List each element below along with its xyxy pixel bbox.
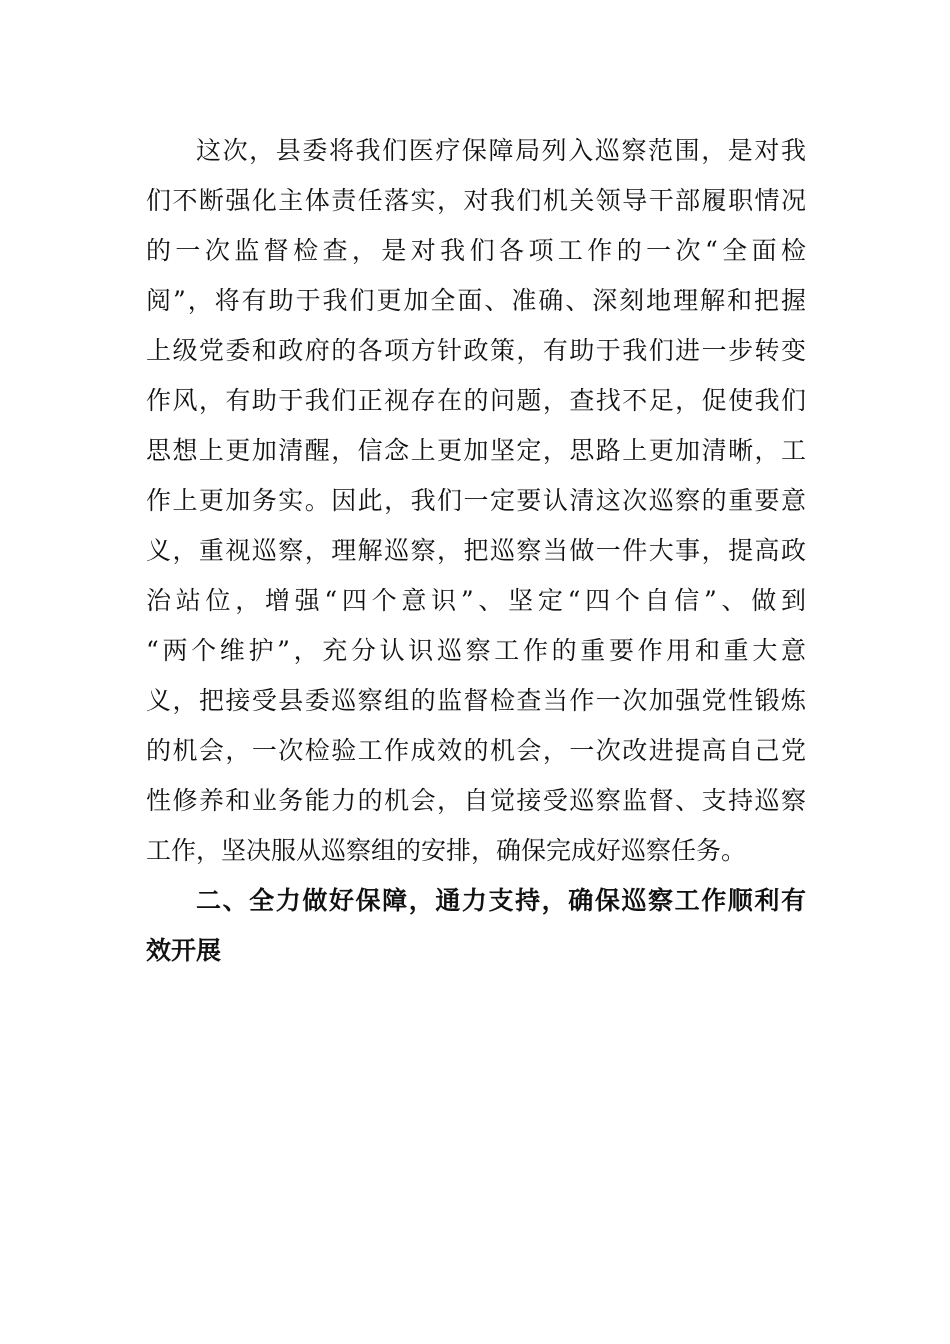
paragraph-line: 阅”，将有助于我们更加全面、准确、深刻地理解和把握 (146, 286, 806, 315)
document-body (146, 126, 806, 976)
paragraph-line: 义，把接受县委巡察组的监督检查当作一次加强党性锻炼 (146, 686, 806, 715)
paragraph-line: “两个维护”，充分认识巡察工作的重要作用和重大意 (146, 636, 806, 665)
paragraph-line: 这次，县委将我们医疗保障局列入巡察范围，是对我 (196, 136, 806, 165)
section-heading-2 (146, 876, 806, 976)
paragraph-line: 工作，坚决服从巡察组的安排，确保完成好巡察任务。 (146, 836, 747, 865)
paragraph-line: 的一次监督检查，是对我们各项工作的一次“全面检 (146, 236, 806, 265)
paragraph-line: 上级党委和政府的各项方针政策，有助于我们进一步转变 (146, 336, 806, 365)
paragraph-line: 们不断强化主体责任落实，对我们机关领导干部履职情况 (146, 186, 806, 215)
paragraph-line: 义，重视巡察，理解巡察，把巡察当做一件大事，提高政 (146, 536, 806, 565)
paragraph-line: 作上更加务实。因此，我们一定要认清这次巡察的重要意 (146, 486, 806, 515)
paragraph-1 (146, 126, 806, 876)
paragraph-line: 作风，有助于我们正视存在的问题，查找不足，促使我们 (146, 386, 806, 415)
paragraph-line: 性修养和业务能力的机会，自觉接受巡察监督、支持巡察 (146, 786, 806, 815)
heading-line: 效开展 (146, 936, 222, 965)
paragraph-line: 治站位，增强“四个意识”、坚定“四个自信”、做到 (146, 586, 806, 615)
paragraph-line: 的机会，一次检验工作成效的机会，一次改进提高自己党 (146, 736, 806, 765)
paragraph-line: 思想上更加清醒，信念上更加坚定，思路上更加清晰，工 (146, 436, 806, 465)
heading-line: 二、全力做好保障，通力支持，确保巡察工作顺利有 (196, 886, 806, 915)
